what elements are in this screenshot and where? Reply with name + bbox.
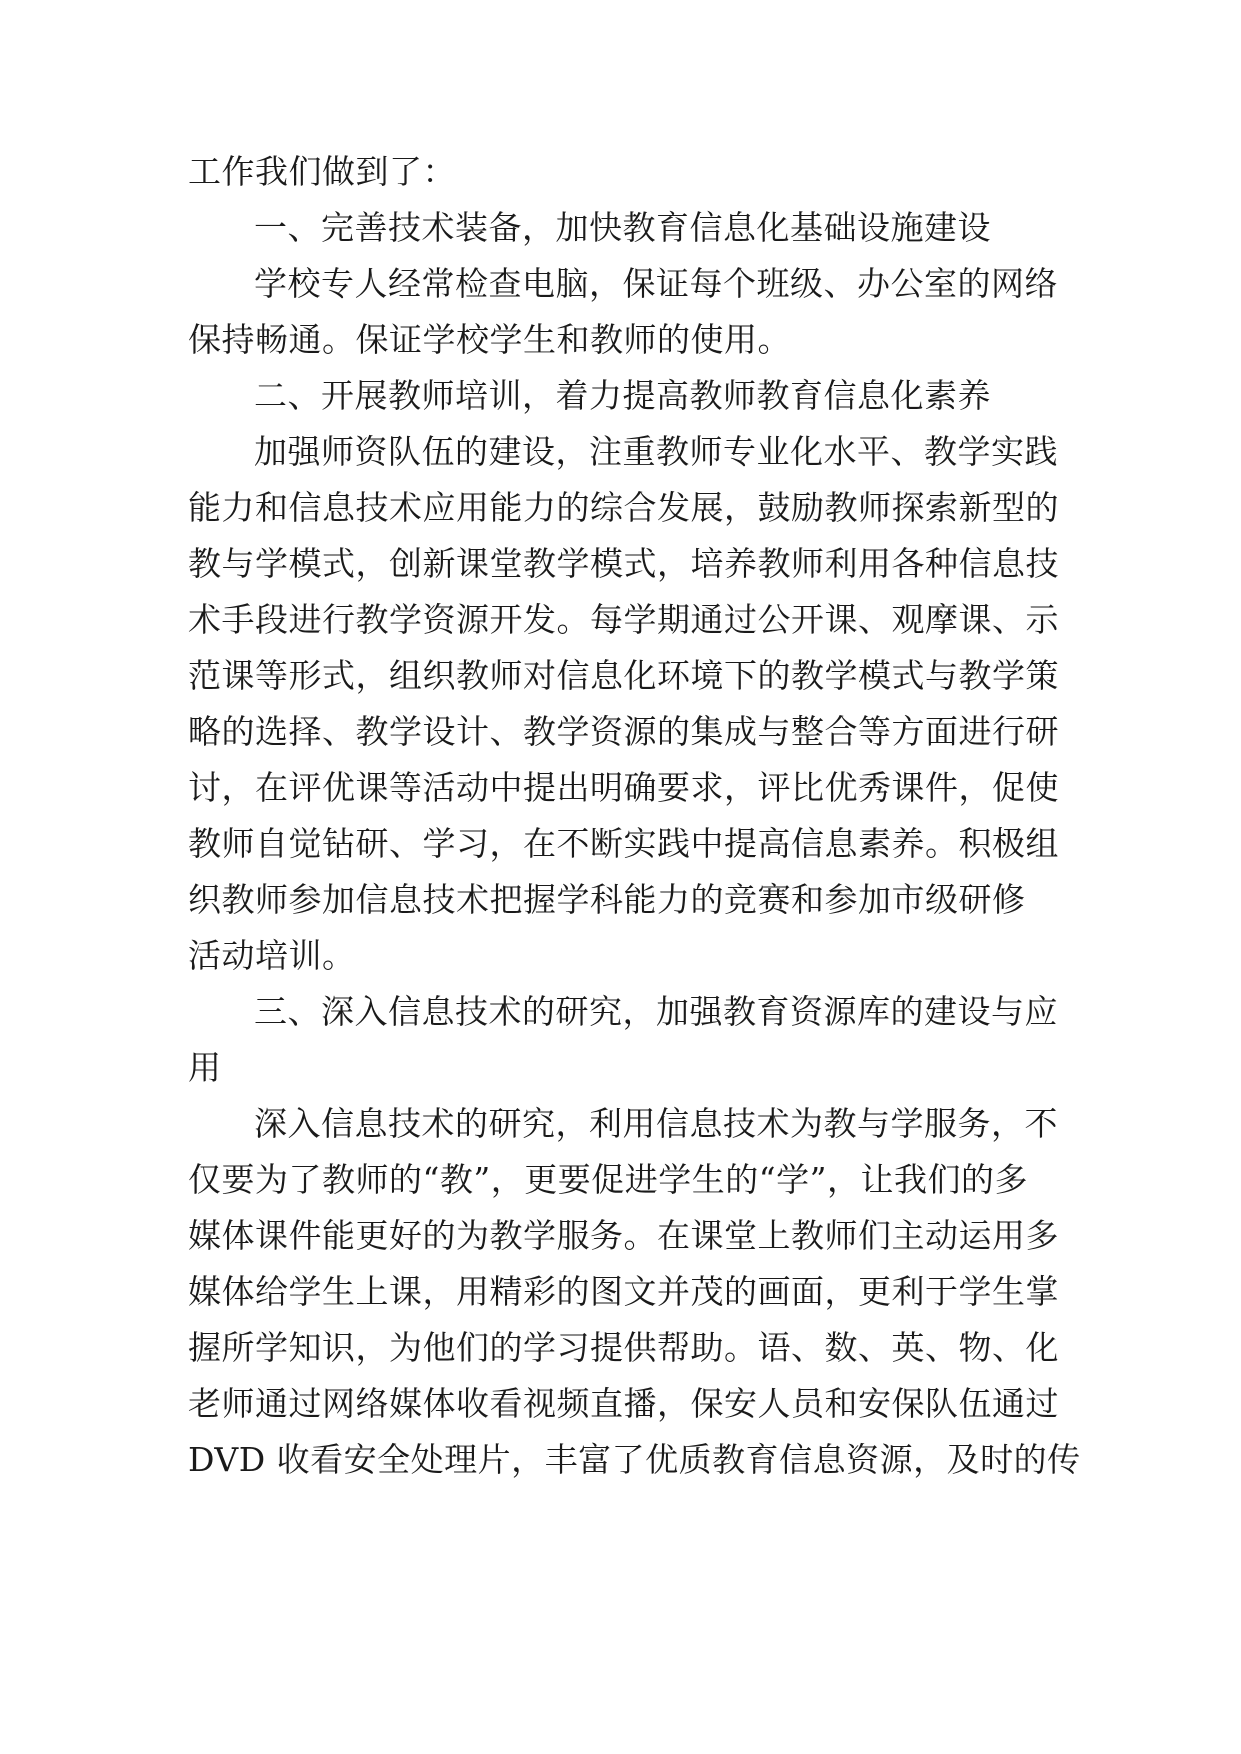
text-line: 教与学模式，创新课堂教学模式，培养教师利用各种信息技 xyxy=(188,544,1059,583)
text-line: 织教师参加信息技术把握学科能力的竞赛和参加市级研修 xyxy=(188,880,1026,919)
text-line: 媒体给学生上课，用精彩的图文并茂的画面，更利于学生掌 xyxy=(188,1272,1059,1311)
text-line: 工作我们做到了： xyxy=(188,152,456,191)
section-heading-3-continued: 用 xyxy=(188,1048,222,1087)
text-line: 教师自觉钻研、学习，在不断实践中提高信息素养。积极组 xyxy=(188,824,1059,863)
text-line: 媒体课件能更好的为教学服务。在课堂上教师们主动运用多 xyxy=(188,1216,1059,1255)
text-line: 保持畅通。保证学校学生和教师的使用。 xyxy=(188,320,791,359)
section-heading-1: 一、完善技术装备，加快教育信息化基础设施建设 xyxy=(254,208,991,247)
text-line: 学校专人经常检查电脑，保证每个班级、办公室的网络 xyxy=(254,264,1058,303)
section-heading-2: 二、开展教师培训，着力提高教师教育信息化素养 xyxy=(254,376,991,415)
text-line: 握所学知识，为他们的学习提供帮助。语、数、英、物、化 xyxy=(188,1328,1059,1367)
text-line: DVD 收看安全处理片，丰富了优质教育信息资源，及时的传 xyxy=(188,1440,1081,1479)
text-line: 能力和信息技术应用能力的综合发展，鼓励教师探索新型的 xyxy=(188,488,1059,527)
text-line: 略的选择、教学设计、教学资源的集成与整合等方面进行研 xyxy=(188,712,1059,751)
text-line: 术手段进行教学资源开发。每学期通过公开课、观摩课、示 xyxy=(188,600,1059,639)
text-line: 深入信息技术的研究，利用信息技术为教与学服务，不 xyxy=(254,1104,1058,1143)
text-line: 讨，在评优课等活动中提出明确要求，评比优秀课件，促使 xyxy=(188,768,1059,807)
text-line: 仅要为了教师的“教”，更要促进学生的“学”，让我们的多 xyxy=(188,1160,1028,1199)
text-line: 范课等形式，组织教师对信息化环境下的教学模式与教学策 xyxy=(188,656,1059,695)
text-line: 加强师资队伍的建设，注重教师专业化水平、教学实践 xyxy=(254,432,1058,471)
section-heading-3: 三、深入信息技术的研究，加强教育资源库的建设与应 xyxy=(254,992,1058,1031)
text-line: 老师通过网络媒体收看视频直播，保安人员和安保队伍通过 xyxy=(188,1384,1059,1423)
text-line: 活动培训。 xyxy=(188,936,356,975)
